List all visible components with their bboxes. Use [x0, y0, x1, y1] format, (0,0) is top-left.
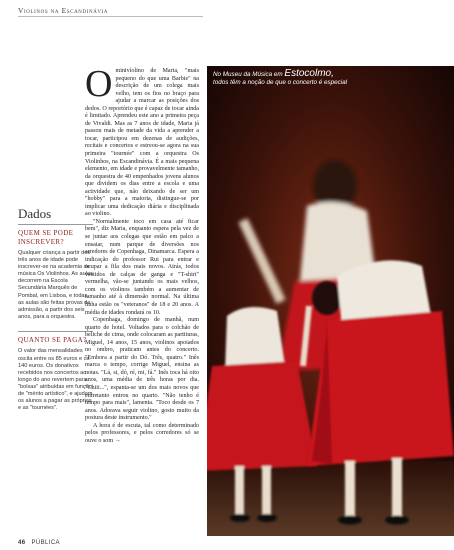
sidebar-question-2: QUANTO SE PAGA? — [18, 335, 87, 344]
article-paragraph: Copenhaga, domingo de manhã, num quarto de hotel. Voltados para o colchão de beliche de cima, onde colocaram as partituras, Miguel, 14 anos, 15 anos, violinos apoiados no ombro, praticam antes do concerto. "Embora a partir do Dó. Três, quatro." Inês marca o tempo, corrige Miguel, ensina as notas. "Lá, si, dó, ré, mi, fá." Inês toca há oito anos, uma média de três horas por dia. "Chiii...", espanta-se um dos mais novos que entretanto entrou no quarto. "Não tenho é tempo para mais", lamenta. "Toco desde os 7 anos. Adorava seguir violino, gosto muito da postura deste instrumento." — [85, 317, 199, 422]
page-footer — [18, 540, 60, 546]
sidebar-rule — [18, 224, 93, 225]
caption-place: Estocolmo, — [284, 68, 334, 79]
continue-arrow-icon: → — [114, 437, 121, 444]
photo-caption — [213, 70, 373, 87]
paragraph-text: minivíolino de Maria, "mais pequeno do que uma Barbie" na descrição de um colega mais velho, tem os fios no braço para ajudar a marcar as posições dos dedos. O reportório que é capaz de tocar ainda é limitado. Aprendeu este ano a primeira peça de Vivaldi. Mas as 7 anos de idade, Maria já passou mais de metade da vida a aprender a tocar, participou em dezenas de audições, recitais e concertos e estreou-se agora na sua primeira "tournée" com a orquestra Os Violinhos, na Escandinávia. É a mais pequena elemento, em idade e provavelmente tamanho, da orquestra de 40 empenhados jovens alunos que dividem os dias entre a escola e uma actividade que, não deixando de ser um "hobby" para a maioria, distingue-se por implicar uma dedicação diária e disciplinada ao violino. — [85, 68, 199, 218]
dancers-illustration — [207, 66, 454, 536]
caption-text: todos têm a noção de que o concerto é especial — [213, 79, 348, 86]
performance-photo — [207, 66, 454, 536]
section-header: Violinos na Escandinávia — [18, 6, 109, 15]
article-paragraph: "Normalmente toco em casa até ficar bem", diz Maria, enquanto espera pela vez de se juntar aos colegas que estão em palco a ensaiar, num parque de diversões nos arredores de Copenhaga, Dinamarca. Espera a indicação do professor Rui para entrar e ocupar a fila dos mais novos. Atrás, todos vestidos de calças de ganga e "T-shirt" vermelha, vão-se juntando os mais velhos, com os violinos também a aumentar de tamanho até à dimensão normal. Na última linha estão os "veteranos" de 18 e 20 anos. A média de idades rondará os 10. — [85, 218, 199, 316]
facts-sidebar — [18, 206, 93, 422]
article-paragraph — [85, 423, 199, 446]
sidebar-question-1: QUEM SE PODE INSCREVER? — [18, 229, 74, 246]
article-body — [85, 63, 199, 445]
magazine-name: PÚBLICA — [31, 540, 60, 546]
sidebar-title: Dados — [18, 206, 52, 221]
caption-prefix: No Museu da Música em — [213, 71, 283, 78]
page-number: 46 — [18, 540, 26, 546]
sidebar-answer-1: Qualquer criança a partir dos três anos de idade pode inscrever-se na academia de música Os Violinhos. As aulas decorrem na Escola Secundária Marquês de Pombal, em Lisboa, e todas as aulas são feitas provas de admissão, a partir dos seis anos, para a orquestra. — [18, 250, 93, 320]
paragraph-text: A hora é de escuta, tal como determinado pelos professores, e pelos corredores só se ouve o som — [85, 422, 199, 444]
sidebar-answer-2: O valor das mensalidades oscila entre os 85 euros e os 140 euros. Os donativos recebidos nos concertos ao longo do ano revertem para "bolsas" atribuídas em função de "mérito artístico", e ajudam os alunos a pagar as próprias e as "tournées". — [18, 348, 93, 412]
article-paragraph — [85, 63, 199, 219]
header-rule — [18, 16, 203, 17]
sidebar-rule — [18, 331, 93, 332]
drop-cap: O — [85, 63, 113, 105]
